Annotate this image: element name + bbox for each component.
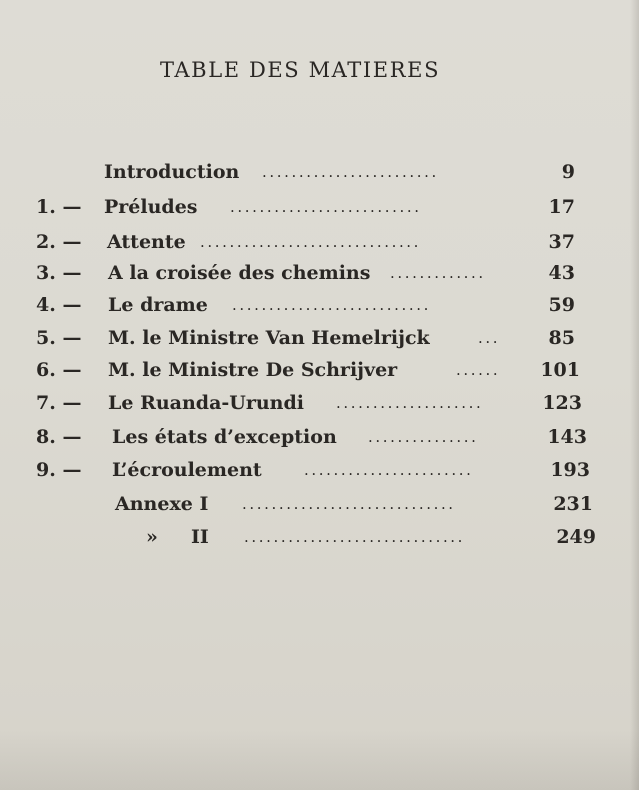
toc-entry-4 (0, 290, 575, 320)
toc-entry-page: 59 (548, 294, 575, 316)
toc-entry-label: M. le Ministre De Schrijver (108, 359, 398, 381)
page-edge-shadow (630, 0, 639, 790)
toc-entry-page: 37 (548, 231, 575, 253)
toc-entry-number: 6. — (36, 359, 82, 381)
toc-entry-number: 2. — (36, 231, 82, 253)
toc-entry-page: 249 (556, 526, 596, 548)
toc-entry-label: A la croisée des chemins (108, 262, 371, 284)
toc-entry-introduction (0, 157, 575, 187)
toc-leader-dots: ............... (368, 428, 479, 446)
toc-entry-page: 43 (548, 262, 575, 284)
toc-leader-dots: ... (478, 329, 501, 347)
toc-entry-number: 1. — (36, 196, 82, 218)
toc-leader-dots: .................... (336, 394, 484, 412)
toc-leader-dots: ........................ (262, 163, 439, 181)
toc-entry-label: » II (146, 526, 209, 548)
toc-title: TABLE DES MATIERES (159, 58, 441, 82)
toc-entry-label: Préludes (104, 196, 198, 218)
toc-entry-8 (0, 422, 587, 452)
toc-entry-number: 3. — (36, 262, 82, 284)
toc-entry-7 (0, 388, 582, 418)
toc-entry-page: 101 (540, 359, 580, 381)
toc-entry-3 (0, 258, 575, 288)
toc-entry-page: 123 (542, 392, 582, 414)
toc-entry-page: 193 (550, 459, 590, 481)
toc-leader-dots: .............................. (244, 528, 466, 546)
toc-entry-9 (0, 455, 590, 485)
toc-entry-label: M. le Ministre Van Hemelrijck (108, 327, 430, 349)
toc-entry-number: 4. — (36, 294, 82, 316)
toc-entry-number: 8. — (36, 426, 82, 448)
toc-entry-2 (0, 227, 575, 257)
toc-entry-annexe-1 (0, 489, 593, 519)
toc-leader-dots: ........................... (232, 296, 431, 314)
toc-entry-number: 7. — (36, 392, 82, 414)
toc-entry-page: 9 (561, 161, 575, 183)
toc-leader-dots: .............................. (200, 233, 422, 251)
toc-leader-dots: ............. (390, 264, 486, 282)
toc-entry-label: Introduction (104, 161, 240, 183)
toc-entry-label: Annexe I (115, 493, 209, 515)
toc-entry-1 (0, 192, 575, 222)
toc-entry-page: 231 (553, 493, 593, 515)
toc-entry-label: L’écroulement (112, 459, 262, 481)
toc-entry-label: Les états d’exception (112, 426, 337, 448)
toc-entry-annexe-2 (0, 522, 596, 552)
toc-entry-5 (0, 323, 575, 353)
toc-entry-page: 143 (547, 426, 587, 448)
toc-entry-page: 85 (548, 327, 575, 349)
toc-entry-label: Le drame (108, 294, 208, 316)
toc-leader-dots: ............................. (242, 495, 456, 513)
toc-entry-page: 17 (548, 196, 575, 218)
toc-entry-number: 5. — (36, 327, 82, 349)
toc-leader-dots: .......................... (230, 198, 422, 216)
page-bottom-shadow (0, 730, 639, 790)
toc-entry-6 (0, 355, 580, 385)
toc-entry-label: Attente (107, 231, 186, 253)
toc-entry-label: Le Ruanda-Urundi (108, 392, 304, 414)
toc-entry-number: 9. — (36, 459, 82, 481)
toc-leader-dots: ....................... (304, 461, 474, 479)
toc-leader-dots: ...... (456, 361, 501, 379)
